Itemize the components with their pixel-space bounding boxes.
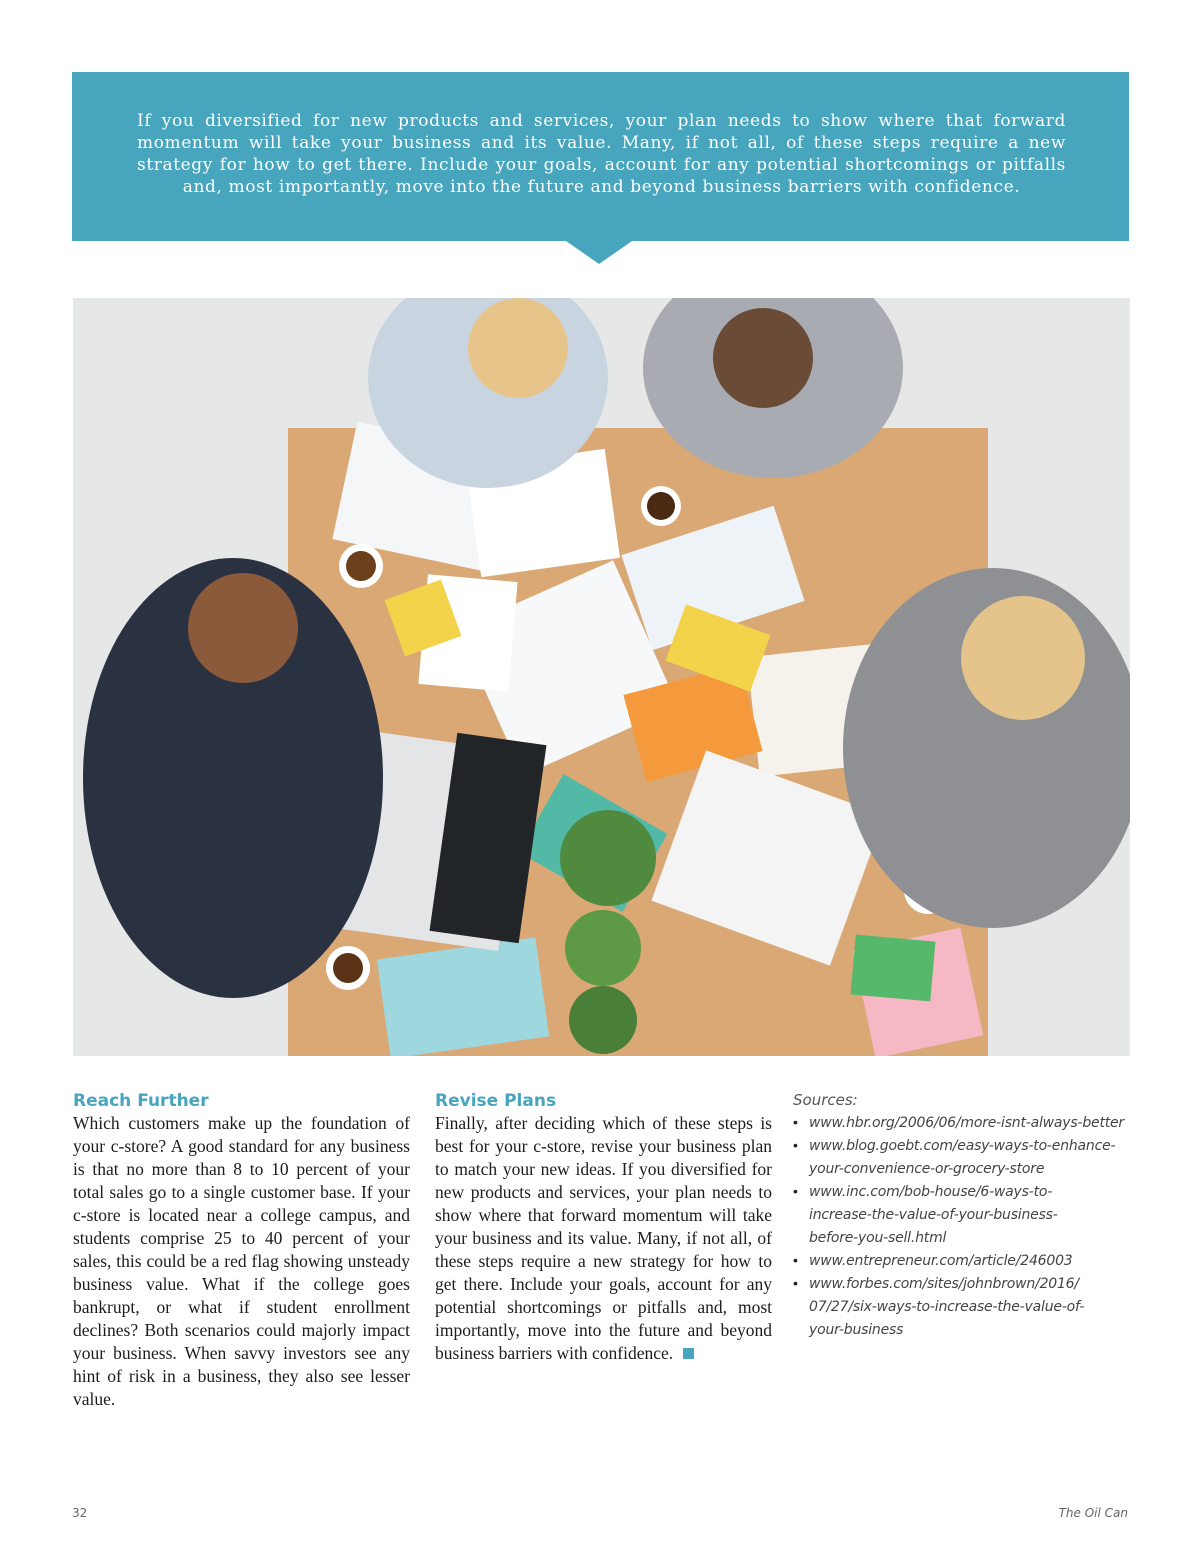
section-heading: Revise Plans — [435, 1091, 557, 1111]
bullet-icon: • — [793, 1184, 798, 1200]
sources-heading: Sources: — [793, 1091, 858, 1109]
meeting-illustration — [73, 298, 1130, 1056]
source-item[interactable] — [793, 1273, 1138, 1342]
meeting-photo — [73, 298, 1130, 1056]
source-item[interactable] — [793, 1135, 1138, 1181]
publication-name: The Oil Can — [1058, 1506, 1128, 1520]
bullet-icon: • — [793, 1138, 798, 1154]
source-item[interactable] — [793, 1112, 1138, 1135]
sources-list — [793, 1090, 1138, 1342]
bullet-icon: • — [793, 1253, 798, 1269]
source-link[interactable]: www.hbr.org/2006/06/more-isnt-always-better — [809, 1115, 1124, 1131]
section-body-wrapper — [435, 1112, 772, 1365]
bullet-icon: • — [793, 1276, 798, 1292]
source-item[interactable] — [793, 1181, 1138, 1250]
section-reach-further — [73, 1090, 410, 1411]
section-revise-plans — [435, 1090, 772, 1365]
source-item[interactable] — [793, 1250, 1138, 1273]
source-link[interactable]: www.blog.goebt.com/easy-ways-to-enhance- your-convenience-or-grocery-store — [809, 1138, 1116, 1177]
source-link[interactable]: www.entrepreneur.com/article/246003 — [809, 1253, 1073, 1269]
section-body: Finally, after deciding which of these steps is best for your c-store, revise your business plan to match your new ideas. If you diversified for new products and services, your plan needs to show where that forward momentum will take your business and its value. Many, if not all, of these steps require a new strategy for how to get there. Include your goals, account for any potential shortcomings or pitfalls and, most importantly, move into the future and beyond business barriers with confidence. — [435, 1113, 772, 1363]
pull-quote-text: If you diversified for new products and services, your plan needs to show where that forward momentum will take your business and its value. Many, if not all, of these steps require a new strategy for how to get there. Include your goals, account for any potential shortcomings or pitfalls and, most importantly, move into the future and beyond business barriers with confidence. — [137, 111, 1066, 197]
bullet-icon: • — [793, 1115, 798, 1131]
source-link[interactable]: www.inc.com/bob-house/6-ways-to- increase-the-value-of-your-business- before-you-sell.html — [809, 1184, 1058, 1246]
source-link[interactable]: www.forbes.com/sites/johnbrown/2016/ 07/27/six-ways-to-increase-the-value-of- your-business — [809, 1276, 1085, 1338]
pull-quote-pointer — [566, 241, 632, 264]
page-number: 32 — [72, 1506, 88, 1520]
end-of-article-mark — [683, 1348, 694, 1359]
section-body: Which customers make up the foundation of your c-store? A good standard for any business is that no more than 8 to 10 percent of your total sales go to a single customer base. If your c-store is located near a college campus, and students comprise 25 to 40 percent of your sales, this could be a red flag showing unsteady business value. What if the college goes bankrupt, or what if student enrollment declines? Both scenarios could majorly impact your business. When savvy investors see any hint of risk in a business, they also see lesser value. — [73, 1113, 410, 1409]
section-heading: Reach Further — [73, 1091, 209, 1111]
